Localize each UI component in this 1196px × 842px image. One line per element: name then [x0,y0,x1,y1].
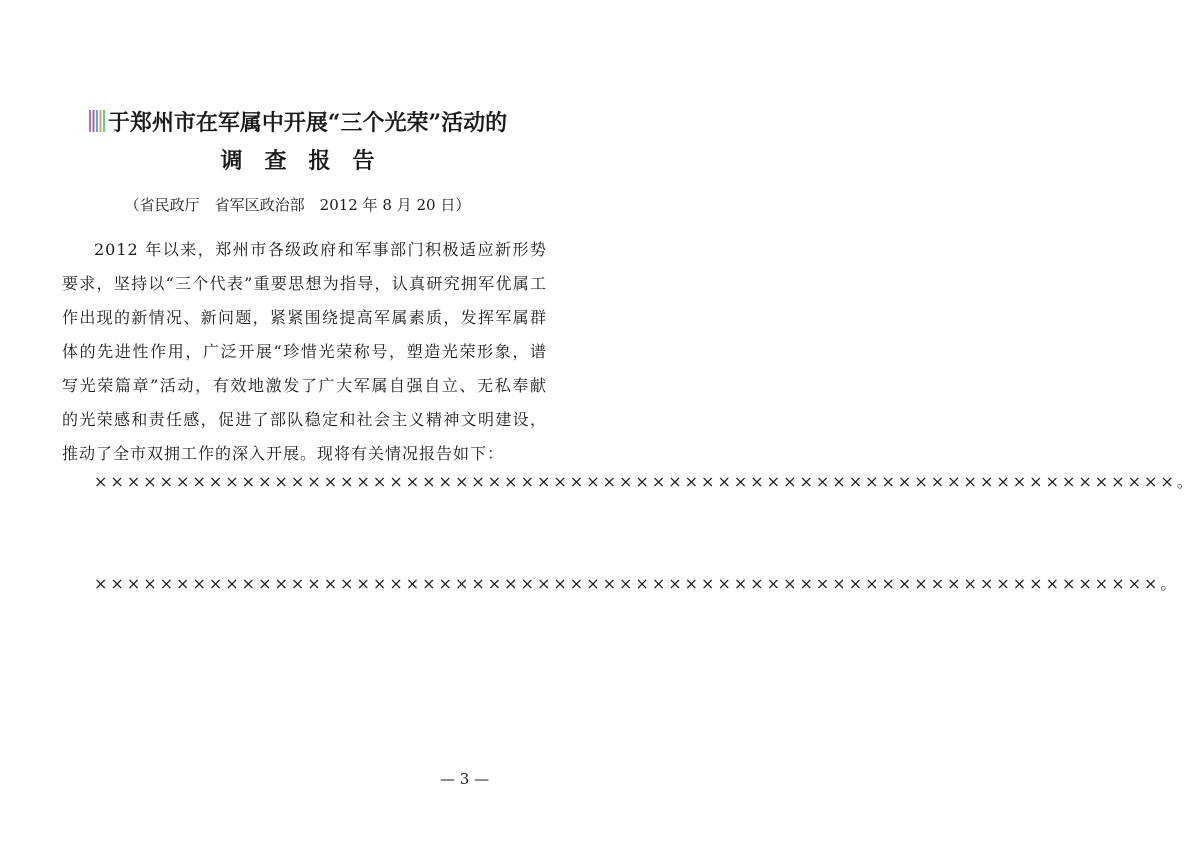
report-title-line-2: 调查报告 [220,148,397,174]
body-paragraph-3: ×××××××××××××××××××××××××××××××××××××××××××××××××××××××××××××××××。 [94,574,1180,593]
body-paragraph-2: ××××××××××××××××××××××××××××××××××××××××××××××××××××××××××××××××××。 [94,472,1196,491]
page-number: — 3 — [440,770,490,788]
body-paragraph-1: 2012 年以来，郑州市各级政府和军事部门积极适应新形势要求，坚持以“三个代表”重要思想为指导，认真研究拥军优属工作出现的新情况、新问题，紧紧围绕提高军属素质，发挥军属群体的先进性作用，广泛开展“珍惜光荣称号，塑造光荣形象，谱写光荣篇章”活动，有效地激发了广大军属自强自立、无私奉献的光荣感和责任感，促进了部队稳定和社会主义精神文明建设，推动了全市双拥工作的深入开展。现将有关情况报告如下： [62,240,547,463]
color-bars-icon [88,109,106,133]
source-line: （省民政厅 省军区政治部 2012 年 8 月 20 日） [124,196,471,214]
title-text: 于郑州市在军属中开展“三个光荣”活动的 [107,110,508,136]
report-title-line-1 [0,108,595,138]
